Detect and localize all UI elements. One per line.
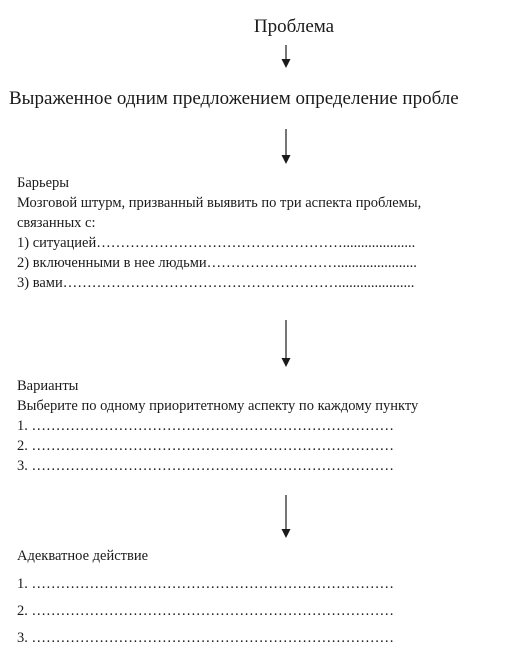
page-title: Проблема	[253, 16, 335, 37]
option-item-1: 1. …………………………………………………………………	[17, 418, 394, 434]
arrow-down-icon	[280, 495, 292, 539]
arrow-down-icon	[280, 129, 292, 165]
barriers-intro: Мозговой штурм, призванный выявить по три аспекта проблемы,	[17, 195, 422, 211]
option-item-2: 2. …………………………………………………………………	[17, 438, 394, 454]
action-item-1: 1. …………………………………………………………………	[17, 576, 394, 592]
action-heading: Адекватное действие	[17, 548, 149, 564]
arrow-down-icon	[280, 45, 292, 69]
barriers-intro-continued: связанных с:	[17, 215, 96, 231]
arrow-down-icon	[280, 320, 292, 368]
barrier-item-self: 3) вами………………………………………………….....................	[17, 275, 415, 291]
action-section	[17, 545, 507, 652]
options-heading: Варианты	[17, 378, 79, 394]
action-item-3: 3. …………………………………………………………………	[17, 630, 394, 646]
options-section	[17, 376, 507, 476]
barrier-item-situation: 1) ситуацией……………………………………………....................	[17, 235, 416, 251]
options-instruction: Выберите по одному приоритетному аспекту по каждому пункту	[17, 398, 419, 414]
barriers-section	[17, 173, 507, 293]
option-item-3: 3. …………………………………………………………………	[17, 458, 394, 474]
action-item-2: 2. …………………………………………………………………	[17, 603, 394, 619]
barriers-heading: Барьеры	[17, 175, 70, 191]
barrier-item-people: 2) включенными в нее людьми………………………......................	[17, 255, 417, 271]
problem-definition: Выраженное одним предложением определение пробле	[9, 88, 459, 109]
